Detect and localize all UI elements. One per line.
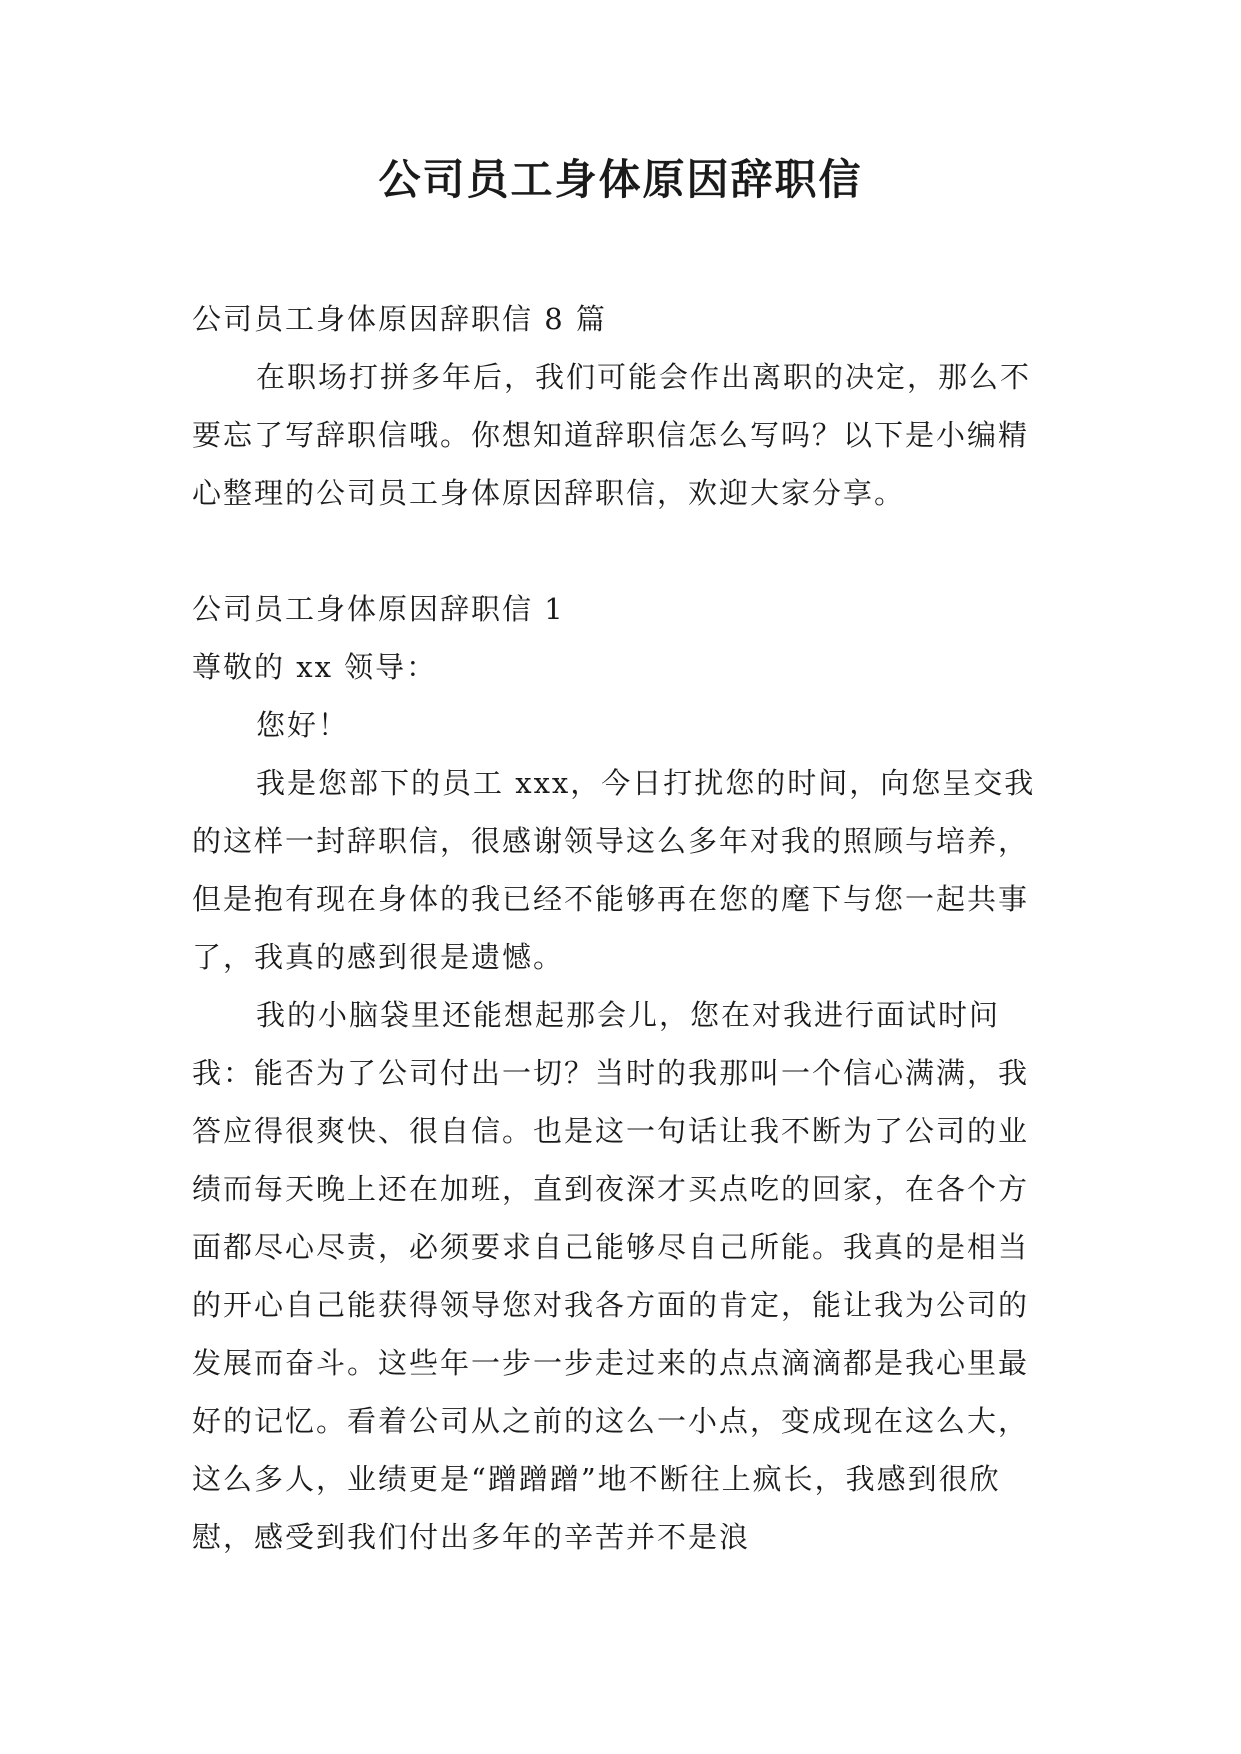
- body-paragraph-2: 我的小脑袋里还能想起那会儿，您在对我进行面试时问我：能否为了公司付出一切？当时的我那叫一个信心满满，我答应得很爽快、很自信。也是这一句话让我不断为了公司的业绩而每天晚上还在加班，直到夜深才买点吃的回家，在各个方面都尽心尽责，必须要求自己能够尽自己所能。我真的是相当的开心自己能获得领导您对我各方面的肯定，能让我为公司的发展而奋斗。这些年一步一步走过来的点点滴滴都是我心里最好的记忆。看着公司从之前的这么一小点，变成现在这么大，这么多人，业绩更是“蹭蹭蹭”地不断往上疯长，我感到很欣慰，感受到我们付出多年的辛苦并不是浪: [192, 998, 1030, 1554]
- body-paragraph-1: 我是您部下的员工 xxx，今日打扰您的时间，向您呈交我的这样一封辞职信，很感谢领导这么多年对我的照顾与培养，但是抱有现在身体的我已经不能够再在您的麾下与您一起共事了，我真的感到很是遗憾。: [192, 766, 1036, 974]
- section-heading: 公司员工身体原因辞职信 1: [192, 592, 565, 626]
- intro-paragraph: 在职场打拼多年后，我们可能会作出离职的决定，那么不要忘了写辞职信哦。你想知道辞职信怎么写吗？以下是小编精心整理的公司员工身体原因辞职信，欢迎大家分享。: [192, 360, 1032, 510]
- paragraph-gap: [192, 522, 1052, 580]
- greeting: 您好！: [256, 708, 350, 742]
- salutation: 尊敬的 xx 领导：: [192, 650, 438, 684]
- document-body: [192, 290, 1052, 1566]
- document-title: 公司员工身体原因辞职信: [378, 155, 863, 204]
- document-subtitle: 公司员工身体原因辞职信 8 篇: [192, 302, 607, 336]
